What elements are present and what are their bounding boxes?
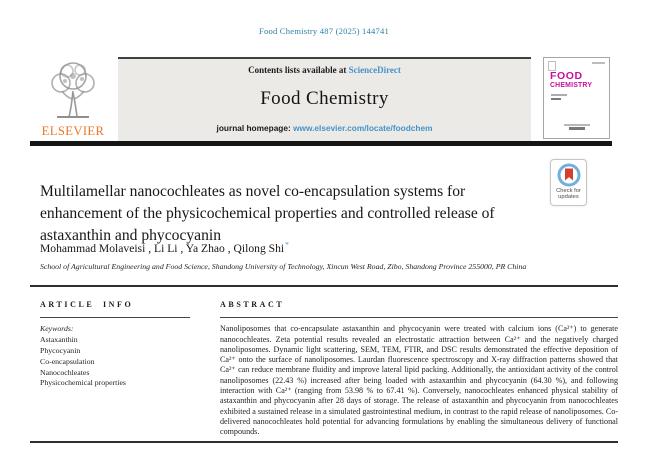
affiliation: School of Agricultural Engineering and Food Science, Shandong University of Technology, Xincun West Road, Zibo, Shandong Province 255000, PR China: [40, 262, 527, 271]
abstract-heading: ABSTRACT: [220, 300, 285, 309]
keyword-item: Physicochemical properties: [40, 378, 126, 388]
elsevier-tree-icon: [45, 59, 101, 123]
section-divider-top: [30, 285, 618, 287]
elsevier-wordmark: ELSEVIER: [41, 124, 105, 138]
keyword-item: Co-encapsulation: [40, 356, 95, 366]
keyword-item: Phycocyanin: [40, 346, 81, 356]
author-list: [40, 240, 289, 255]
journal-header-box: [118, 57, 531, 141]
abstract-text: Nanoliposomes that co-encapsulate astaxanthin and phycocyanin were treated with calcium ions (Ca²⁺) to generate nanocochleates. Zeta potential results revealed an electrostatic attraction between Ca²⁺ and the negatively charged nanoliposomes. Dynamic light scattering, SEM, TEM, FTIR, and DSC results demonstrated the effective deposition of Ca²⁺ onto the surface of nanoliposomes. Laurdan fluorescence spectroscopy and X-ray diffraction patterns showed that Ca²⁺ can reduce membrane fluidity and improve lateral lipid packing. Additionally, the antioxidant activity of the control nanoliposomes (22.43 %) increased after being loaded with astaxanthin and phycocyanin (64.30 %), and following interaction with Ca²⁺ (ranging from 53.98 % to 67.41 %). Conversely, nanocochleates enhanced physical stability of astaxanthin and phycocyanin after 28 days of storage. The release of astaxanthin and phycocyanin from nanocochleates exhibited a sustained release in a simulated gastrointestinal medium, in contrast to the rapid release of nanoliposomes. Co-delivered nanocochleates hold potential for advancing formulations by enabling the simultaneous delivery of functional compounds.: [220, 324, 618, 437]
journal-citation[interactable]: Food Chemistry 487 (2025) 144741: [258, 26, 390, 36]
article-info-rule: [40, 317, 190, 318]
keyword-item: Astaxanthin: [40, 335, 78, 345]
contents-line: [248, 65, 401, 75]
cover-title-line1: FOOD: [550, 70, 583, 82]
contents-line-text: Contents lists available at: [248, 65, 349, 75]
cover-volume-mark: [551, 94, 567, 96]
cover-footer-mark-1: [564, 124, 590, 126]
cover-mini-logo: [548, 61, 556, 71]
author-names: Mohammad Molaveisi , Li Li , Ya Zhao , Qilong Shi: [40, 241, 285, 255]
keyword-item: Nanocochleates: [40, 367, 90, 377]
cover-title: [550, 71, 609, 90]
abstract-rule: [220, 317, 618, 318]
cover-issn-mark: [592, 62, 605, 64]
homepage-label: journal homepage:: [216, 123, 294, 133]
sciencedirect-link[interactable]: ScienceDirect: [348, 65, 401, 75]
cover-title-line2: CHEMISTRY: [550, 82, 593, 89]
article-title: [40, 181, 605, 246]
article-info-heading: ARTICLE INFO: [40, 300, 134, 309]
section-divider-bottom: [30, 441, 618, 443]
elsevier-logo: [39, 59, 107, 143]
cover-editor-mark: [551, 98, 561, 100]
journal-homepage-link[interactable]: www.elsevier.com/locate/foodchem: [293, 123, 433, 133]
keywords-label: Keywords:: [40, 324, 74, 334]
article-title-line: Multilamellar nanocochleates as novel co-encapsulation systems for: [40, 183, 466, 201]
journal-title: Food Chemistry: [260, 88, 389, 109]
crossmark-label: Check for updates: [556, 188, 581, 201]
masthead-divider-bar: [30, 141, 612, 146]
article-title-line: enhancement of the physicochemical properties and controlled release of: [40, 205, 495, 223]
article-title-line: astaxanthin and phycocyanin: [40, 226, 222, 244]
info-abstract-columns: [40, 300, 618, 438]
journal-cover-thumbnail[interactable]: [543, 57, 610, 139]
homepage-line: [217, 123, 433, 133]
cover-footer-mark-2: [569, 127, 585, 130]
article-info-section: [40, 300, 190, 438]
abstract-section: [220, 300, 618, 438]
corresponding-author-mark[interactable]: *: [285, 240, 289, 249]
